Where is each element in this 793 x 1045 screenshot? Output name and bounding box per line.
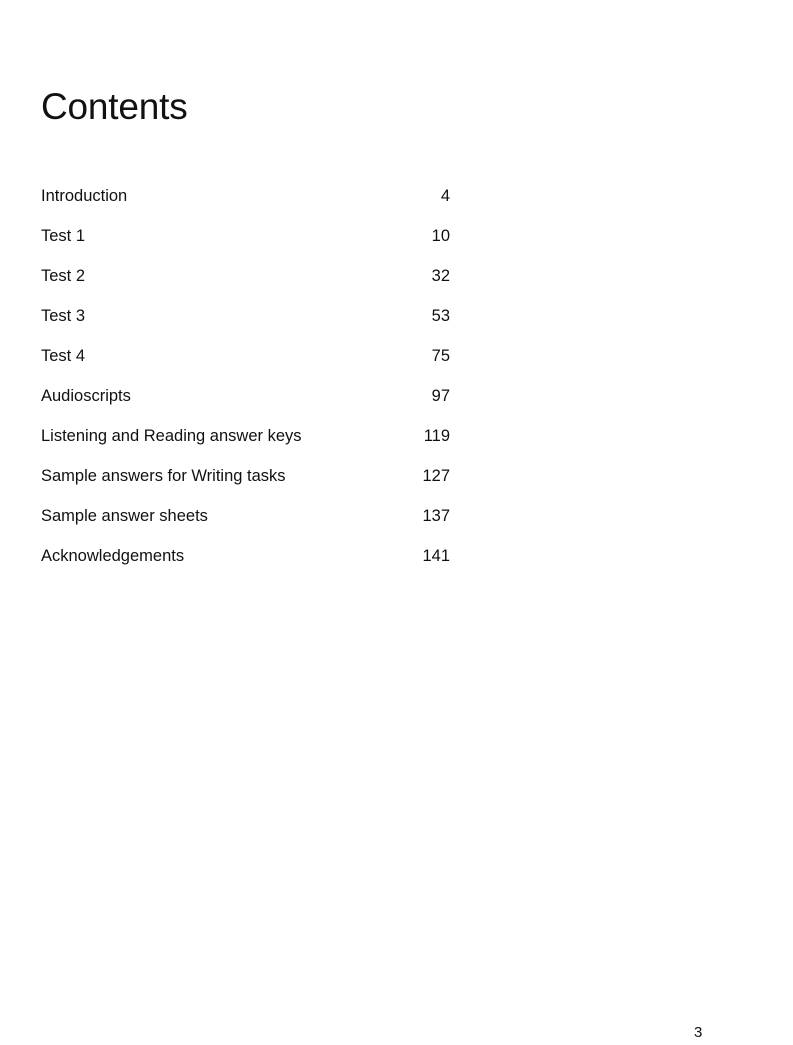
- toc-page-number: 127: [422, 467, 450, 485]
- toc-row-test-2: [41, 266, 450, 306]
- toc-page-number: 4: [440, 187, 450, 205]
- toc-label: Acknowledgements: [41, 547, 185, 565]
- toc-page-number: 119: [423, 427, 450, 445]
- toc-label: Test 2: [41, 267, 86, 285]
- toc-page-number: 32: [431, 267, 450, 285]
- page-title: Contents: [41, 86, 188, 127]
- toc-row-test-3: [41, 306, 450, 346]
- toc-label: Sample answers for Writing tasks: [41, 467, 286, 485]
- toc-row-answer-sheets: [41, 506, 450, 546]
- toc-row-test-4: [41, 346, 450, 386]
- toc-label: Sample answer sheets: [41, 507, 208, 525]
- toc-page-number: 10: [431, 227, 450, 245]
- toc-row-introduction: [41, 186, 450, 226]
- toc-page-number: 137: [422, 507, 450, 525]
- toc-row-answer-keys: [41, 426, 450, 466]
- toc-row-test-1: [41, 226, 450, 266]
- toc-label: Test 1: [41, 227, 86, 245]
- toc-page-number: 97: [431, 387, 450, 405]
- toc-page-number: 141: [422, 547, 450, 565]
- toc-label: Listening and Reading answer keys: [41, 427, 302, 445]
- toc-row-audioscripts: [41, 386, 450, 426]
- toc-page-number: 53: [431, 307, 450, 325]
- toc-label: Introduction: [41, 187, 128, 205]
- toc-label: Audioscripts: [41, 387, 131, 405]
- footer-page-number: 3: [694, 1024, 703, 1041]
- table-of-contents: [41, 186, 450, 586]
- toc-row-acknowledgements: [41, 546, 450, 586]
- toc-page-number: 75: [431, 347, 450, 365]
- toc-label: Test 4: [41, 347, 86, 365]
- toc-label: Test 3: [41, 307, 86, 325]
- toc-row-writing-samples: [41, 466, 450, 506]
